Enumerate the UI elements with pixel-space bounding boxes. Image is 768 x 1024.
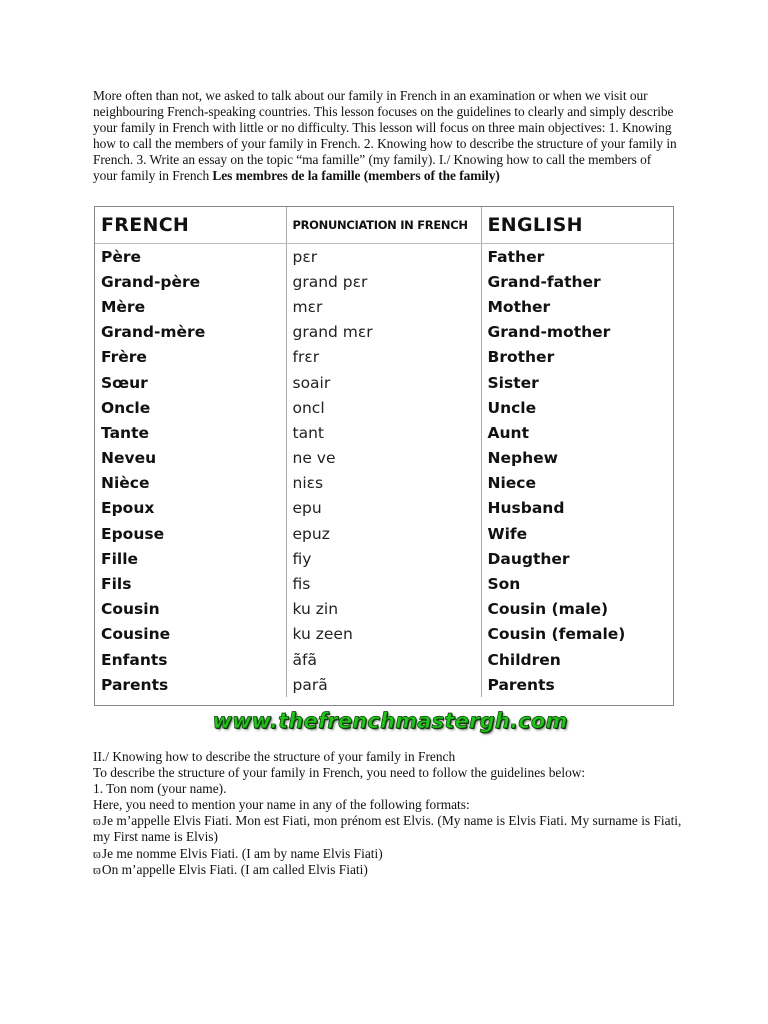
table-row: [95, 244, 673, 270]
table-row: [95, 420, 673, 445]
bullet-icon: ϖ: [93, 862, 101, 877]
header-french: FRENCH: [95, 207, 286, 244]
cell-french: Nièce: [95, 471, 286, 496]
list-item-text: Je m’appelle Elvis Fiati. Mon est Fiati, mon prénom est Elvis. (My name is Elvis Fiati. My surname is Fiati, my First name is Elvis): [93, 813, 682, 845]
list-item-text: On m’appelle Elvis Fiati. (I am called Elvis Fiati): [101, 861, 368, 877]
cell-french: Frère: [95, 345, 286, 370]
section-2: [93, 749, 693, 878]
table-row: [95, 571, 673, 596]
cell-pronunciation: epuz: [286, 521, 481, 546]
cell-pronunciation: grand mɛr: [286, 320, 481, 345]
cell-pronunciation: pɛr: [286, 244, 481, 270]
cell-pronunciation: ku zeen: [286, 622, 481, 647]
cell-pronunciation: ne ve: [286, 446, 481, 471]
cell-pronunciation: mɛr: [286, 294, 481, 319]
table-row: [95, 471, 673, 496]
cell-pronunciation: fis: [286, 571, 481, 596]
table-row: [95, 647, 673, 672]
cell-french: Fils: [95, 571, 286, 596]
cell-english: Aunt: [487, 423, 529, 442]
cell-french: Enfants: [95, 647, 286, 672]
cell-french: Cousin: [95, 597, 286, 622]
cell-pronunciation: tant: [286, 420, 481, 445]
family-vocabulary-table: [94, 206, 674, 706]
section1-heading: Les membres de la famille (members of the family): [212, 168, 500, 184]
cell-french: Sœur: [95, 370, 286, 395]
section2-intro: To describe the structure of your family in French, you need to follow the guidelines below:: [93, 765, 586, 781]
table-row: [95, 345, 673, 370]
cell-pronunciation: fiy: [286, 546, 481, 571]
bullet-icon: ϖ: [93, 814, 101, 829]
cell-pronunciation: parã: [286, 672, 481, 697]
header-pronunciation: PRONUNCIATION IN FRENCH: [286, 207, 481, 244]
list-item: [93, 846, 693, 862]
cell-french: Parents: [95, 672, 286, 697]
cell-english: Grand-father: [487, 272, 601, 291]
intro-paragraph: [93, 88, 678, 185]
cell-english: Parents: [487, 675, 555, 694]
cell-pronunciation: soair: [286, 370, 481, 395]
table-row: [95, 395, 673, 420]
table-row: [95, 320, 673, 345]
intro-text: More often than not, we asked to talk about our family in French in an examination or when we visit our neighbouring French-speaking countries. This lesson focuses on the guidelines to clearly and simply describe your family in French with little or no difficulty. This lesson will focus on three main objectives: 1. Knowing how to call the members of your family in French. 2. Knowing how to describe the structure of your family in French. 3. Write an essay on the topic “ma famille” (my family). I./ Knowing how to call the members of your family in French: [93, 88, 677, 184]
cell-english: Niece: [487, 474, 536, 493]
cell-english: Uncle: [487, 398, 537, 417]
section2-heading: II./ Knowing how to describe the structure of your family in French: [93, 749, 456, 764]
cell-english: Mother: [487, 297, 551, 316]
cell-french: Neveu: [95, 446, 286, 471]
bullet-icon: ϖ: [93, 846, 101, 861]
table-row: [95, 269, 673, 294]
table-row: [95, 446, 673, 471]
list-item-text: Je me nomme Elvis Fiati. (I am by name Elvis Fiati): [101, 845, 383, 861]
cell-french: Fille: [95, 546, 286, 571]
point-1-description: Here, you need to mention your name in any of the following formats:: [93, 797, 470, 813]
list-item: [93, 813, 693, 845]
table-row: [95, 294, 673, 319]
cell-french: Cousine: [95, 622, 286, 647]
cell-english: Son: [487, 575, 521, 594]
table-row: [95, 672, 673, 697]
cell-pronunciation: grand pɛr: [286, 269, 481, 294]
cell-french: Epoux: [95, 496, 286, 521]
cell-french: Grand-mère: [95, 320, 286, 345]
cell-english: Children: [487, 650, 561, 669]
table-header-row: [95, 207, 673, 244]
cell-french: Mère: [95, 294, 286, 319]
table-body: [95, 244, 673, 698]
name-format-list: [93, 813, 693, 877]
vocab-table: [95, 207, 673, 697]
cell-pronunciation: frɛr: [286, 345, 481, 370]
cell-french: Père: [95, 244, 286, 270]
table-row: [95, 370, 673, 395]
cell-pronunciation: epu: [286, 496, 481, 521]
point-1-title: 1. Ton nom (your name).: [93, 781, 227, 797]
cell-english: Sister: [487, 373, 539, 392]
list-item: [93, 862, 693, 878]
cell-english: Father: [487, 247, 545, 266]
cell-english: Wife: [487, 524, 528, 543]
cell-pronunciation: ãfã: [286, 647, 481, 672]
cell-pronunciation: oncl: [286, 395, 481, 420]
table-row: [95, 496, 673, 521]
cell-pronunciation: niɛs: [286, 471, 481, 496]
cell-french: Oncle: [95, 395, 286, 420]
table-row: [95, 521, 673, 546]
cell-english: Brother: [487, 348, 555, 367]
cell-pronunciation: ku zin: [286, 597, 481, 622]
cell-french: Epouse: [95, 521, 286, 546]
table-row: [95, 622, 673, 647]
cell-english: Daugther: [487, 549, 570, 568]
cell-english: Husband: [487, 499, 565, 518]
cell-french: Tante: [95, 420, 286, 445]
cell-english: Cousin (male): [487, 600, 609, 619]
website-banner: www.thefrenchmastergh.com: [212, 709, 568, 733]
cell-english: Grand-mother: [487, 323, 611, 342]
cell-english: Cousin (female): [487, 625, 626, 644]
table-row: [95, 597, 673, 622]
table-row: [95, 546, 673, 571]
header-english: ENGLISH: [481, 207, 673, 244]
cell-english: Nephew: [487, 449, 558, 468]
cell-french: Grand-père: [95, 269, 286, 294]
